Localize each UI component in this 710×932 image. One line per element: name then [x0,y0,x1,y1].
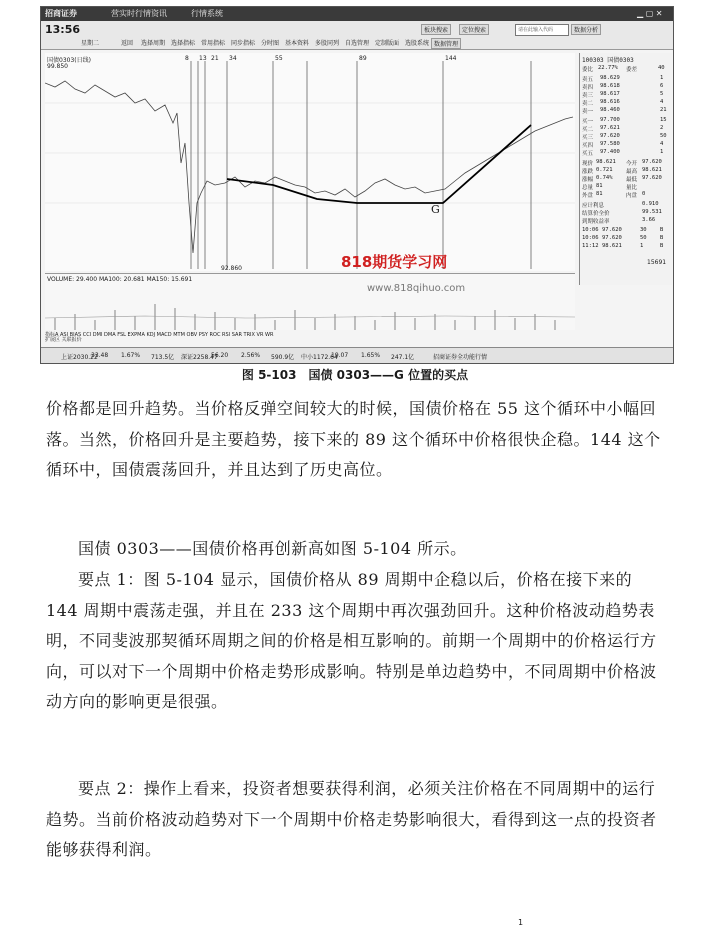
ask-row: 卖二 98.616 4 [582,99,664,107]
toolbar [41,21,673,50]
volume-bars [45,274,575,330]
cycle-label: 34 [229,55,237,62]
toolbar-button-timeline[interactable]: 分时图 [261,40,280,47]
bid-row: 买一 97.700 15 [582,117,667,125]
status-item: 中小1172.64 [301,354,338,361]
top-button-locate-search[interactable]: 定位搜索 [459,24,489,35]
toolbar-button-period[interactable]: 选择周期 [141,40,166,47]
top-price-label: 99.850 [47,63,68,70]
code-search-input[interactable]: 请在此输入代码 [515,24,569,36]
ask-row: 卖五 98.629 1 [582,75,664,83]
trend-line [227,125,531,203]
status-item: 33.48 [91,352,109,359]
stat-row: 总量 81 量比 [582,183,638,191]
status-item: 19.07 [331,352,349,359]
title-segment: 营实时行情资讯 [111,9,167,18]
ask-row: 卖四 98.618 6 [582,83,664,91]
low-price-label: 92.860 [221,265,242,272]
bid-row: 买三 97.620 50 [582,133,667,141]
body-paragraph: 国债 0303——国债价格再创新高如图 5-104 所示。 [78,539,467,558]
toolbar-button-watchlist[interactable]: 自选管理 [345,40,370,47]
extra-row: 到期收益率 3.66 [582,217,656,225]
stat-row: 外盘 81 内盘 0 [582,191,646,199]
top-button-data-manage[interactable]: 数据管理 [431,38,461,49]
ask-row: 卖三 98.617 5 [582,91,664,99]
point-g-label: G [431,203,440,216]
stat-row: 现价 98.621 今开 97.620 [582,159,662,167]
tick-row: 11:12 98.621 1 B [582,243,664,249]
body-paragraph: 要点 1：图 5-104 显示，国债价格从 89 周期中企稳以后，价格在接下来的 144 周期中震荡走强，并且在 233 这个周期中再次强劲回升。这种价格波动趋势表明，不同斐波那契循环周期之间的价格是相互影响的。前期一个周期中的价格运行方向，可以对下一个周期中价格走势形成影响。特别是单边趋势中，不同周期中价格波动方向的影响更是很强。 [46,570,657,711]
indicator-tabs[interactable]: 指标A ASI BIAS CCI DMI DMA FSL EXPMA KDJ MACD MTM OBV PSY ROC RSI SAR TRIX VR WR [45,332,274,338]
toolbar-button-back[interactable]: 返回 [121,40,134,47]
tick-row: 10:06 97.620 30 B [582,227,664,233]
status-item: 590.9亿 [271,354,295,361]
cycle-label: 13 [199,55,207,62]
weekday: 星期二 [81,40,100,47]
clock: 13:56 [45,23,81,36]
bid-row: 买四 97.580 4 [582,141,664,149]
extra-row: 结算价全价 99.531 [582,209,662,217]
body-paragraph: 要点 2：操作上看来，投资者想要获得利润，必须关注价格在不同周期中的运行趋势。当前价格波动趋势对下一个周期中价格走势影响很大，看得到这一点的投资者能够获得利润。 [46,779,657,859]
status-item: 上证2030.22 [61,354,98,361]
quote-panel [579,53,672,285]
price-chart[interactable] [45,53,575,271]
bid-row: 买二 97.621 2 [582,125,664,133]
quote-header: 100303 国债0303 [582,57,634,64]
status-item: 1.67% [121,352,141,359]
toolbar-button-screener[interactable]: 选股系统 [405,40,430,47]
volume-chart[interactable] [45,273,575,330]
stat-row: 涨跌 0.721 最高 98.621 [582,167,662,175]
status-item: 713.5亿 [151,354,175,361]
status-right-text: 招商证券全功能行情 [433,354,488,361]
cycle-label: 144 [445,55,457,62]
watermark-url: www.818qihuo.com [367,283,466,294]
extra-row: 应计利息 0.910 [582,201,659,209]
app-title: 招商证券 [45,9,77,18]
watermark-logo: 818期货学习网 [341,253,448,271]
toolbar-button-multi[interactable]: 多股同列 [315,40,340,47]
stat-row: 涨幅 0.74% 最低 97.620 [582,175,662,183]
window-title-bar [41,7,673,21]
status-item: 1.65% [361,352,381,359]
price-chart-svg [45,53,575,271]
trading-software-screenshot [40,6,674,364]
toolbar-button-sync[interactable]: 同步指标 [231,40,256,47]
body-paragraph: 价格都是回升趋势。当价格反弹空间较大的时候，国债价格在 55 这个循环中小幅回落。当然，价格回升是主要趋势，接下来的 89 这个循环中价格很快企稳。144 这个循环中，国债震荡回升，并且达到了历史高位。 [46,399,661,479]
status-bar [41,337,673,364]
bid-row: 买五 97.400 1 [582,149,664,157]
extension-tab[interactable]: 扩展区 关联报价 [45,337,82,343]
volume-label: VOLUME: 29.400 MA100: 20.681 MA150: 15.691 [47,276,193,283]
price-series [45,81,573,253]
cycle-label: 89 [359,55,367,62]
window-controls[interactable]: ▁ ▢ ✕ [637,9,663,18]
status-item: 深证2258.47 [181,354,218,361]
status-item: 2.56% [241,352,261,359]
status-item: 247.1亿 [391,354,415,361]
toolbar-button-indicator[interactable]: 选择指标 [171,40,196,47]
webi-row: 委比 22.77% 委差 40 [582,65,665,73]
cycle-label: 8 [185,55,189,62]
cycle-label: 21 [211,55,219,62]
title-segment: 行情系统 [191,9,223,18]
toolbar-button-layout[interactable]: 定制版面 [375,40,400,47]
toolbar-button-profile[interactable]: 基本资料 [285,40,310,47]
tick-row: 10:06 97.620 50 B [582,235,664,241]
symbol-label: 国债0303(日线) [47,57,91,64]
cycle-label: 55 [275,55,283,62]
page-number: 1 [518,918,524,927]
figure-caption: 图 5-103 国债 0303——G 位置的买点 [241,368,469,382]
top-button-data-analysis[interactable]: 数据分析 [571,24,601,35]
ask-row: 卖一 98.460 21 [582,107,667,115]
right-axis-volume: 15691 [647,259,667,266]
status-item: 56.20 [211,352,229,359]
top-button-sector-search[interactable]: 板块搜索 [421,24,451,35]
toolbar-button-common[interactable]: 常用指标 [201,40,226,47]
